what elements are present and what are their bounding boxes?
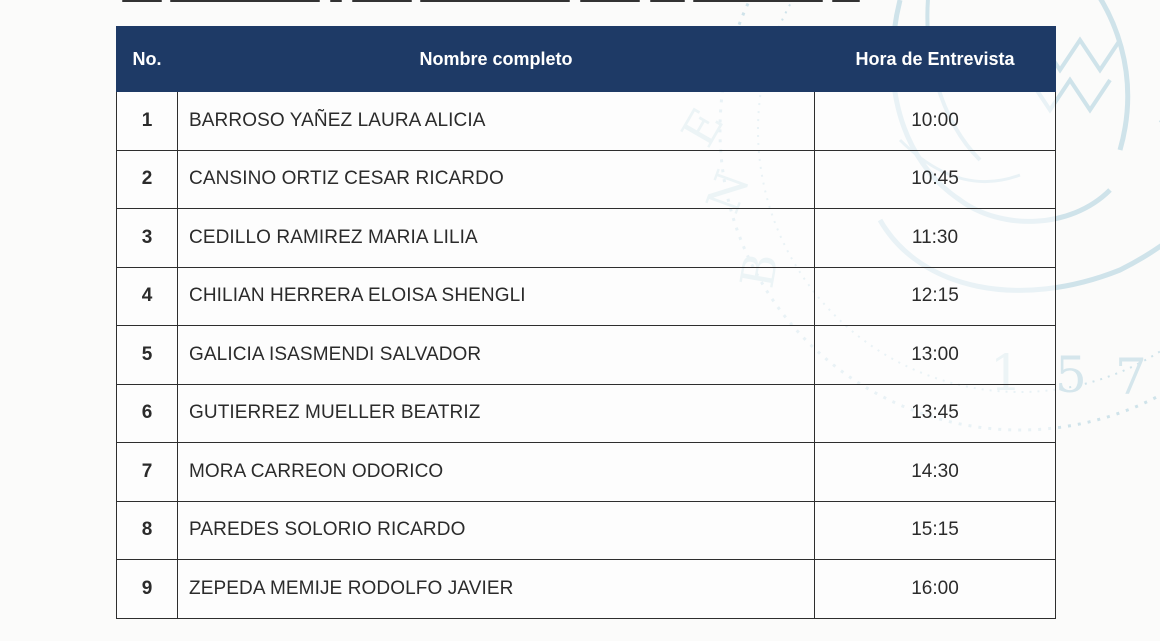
header-interview-time: Hora de Entrevista	[815, 27, 1056, 92]
row-number: 7	[117, 443, 178, 502]
table-row	[117, 267, 1056, 326]
cropped-text-line	[0, 0, 1160, 11]
interview-time: 12:15	[815, 267, 1056, 326]
interview-time: 10:00	[815, 92, 1056, 151]
table-row	[117, 560, 1056, 619]
table-row	[117, 150, 1056, 209]
interview-time: 16:00	[815, 560, 1056, 619]
candidate-name: MORA CARREON ODORICO	[178, 443, 815, 502]
watermark-digit: 7	[1115, 348, 1147, 406]
interview-time: 11:30	[815, 209, 1056, 268]
row-number: 3	[117, 209, 178, 268]
row-number: 6	[117, 384, 178, 443]
table-row	[117, 384, 1056, 443]
candidate-name: ZEPEDA MEMIJE RODOLFO JAVIER	[178, 560, 815, 619]
candidate-name: BARROSO YAÑEZ LAURA ALICIA	[178, 92, 815, 151]
row-number: 4	[117, 267, 178, 326]
row-number: 8	[117, 501, 178, 560]
candidate-name: PAREDES SOLORIO RICARDO	[178, 501, 815, 560]
table-row	[117, 209, 1056, 268]
row-number: 5	[117, 326, 178, 385]
candidate-name: CANSINO ORTIZ CESAR RICARDO	[178, 150, 815, 209]
watermark-digit: 5	[1055, 346, 1087, 404]
candidate-name: CEDILLO RAMIREZ MARIA LILIA	[178, 209, 815, 268]
header-no: No.	[117, 27, 178, 92]
candidate-name: GUTIERREZ MUELLER BEATRIZ	[178, 384, 815, 443]
interview-schedule-table	[116, 26, 1056, 619]
header-full-name: Nombre completo	[178, 27, 815, 92]
table-row	[117, 92, 1056, 151]
table-row	[117, 443, 1056, 502]
table-row	[117, 326, 1056, 385]
table-header-row	[117, 27, 1056, 92]
interview-time: 13:45	[815, 384, 1056, 443]
table-row	[117, 501, 1056, 560]
row-number: 1	[117, 92, 178, 151]
interview-time: 15:15	[815, 501, 1056, 560]
interview-time: 10:45	[815, 150, 1056, 209]
interview-time: 13:00	[815, 326, 1056, 385]
row-number: 2	[117, 150, 178, 209]
row-number: 9	[117, 560, 178, 619]
candidate-name: GALICIA ISASMENDI SALVADOR	[178, 326, 815, 385]
candidate-name: CHILIAN HERRERA ELOISA SHENGLI	[178, 267, 815, 326]
interview-time: 14:30	[815, 443, 1056, 502]
